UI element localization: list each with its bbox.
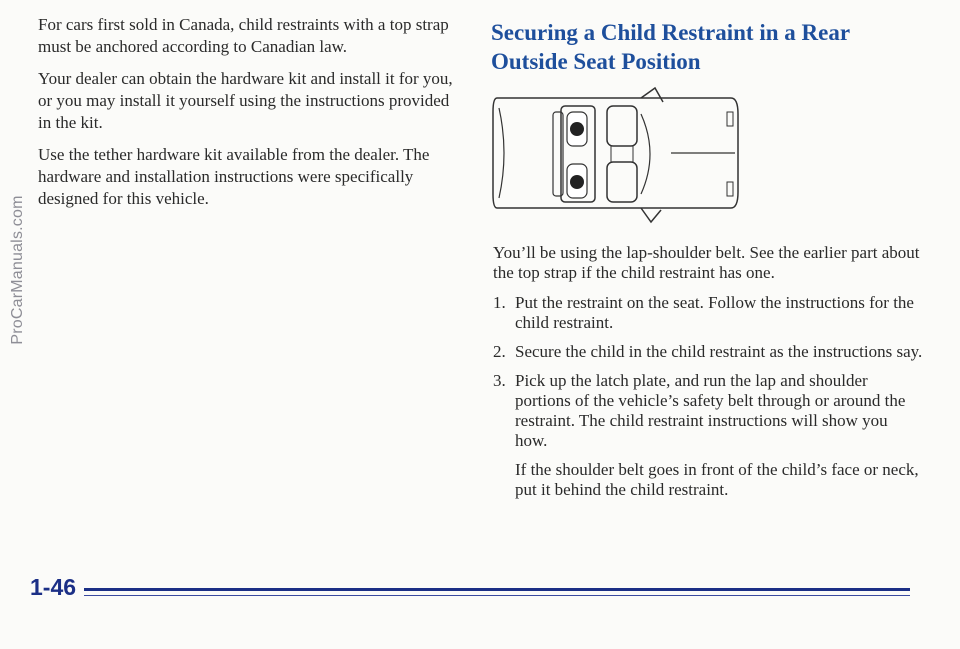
section-intro: You’ll be using the lap-shoulder belt. See the earlier part about the top strap if the child restraint has one.	[493, 243, 920, 282]
section-title: Securing a Child Restraint in a Rear Outside Seat Position	[491, 20, 850, 74]
page-footer	[30, 574, 910, 604]
step-item	[493, 371, 923, 451]
car-seat-diagram	[491, 84, 741, 224]
door-bottom	[641, 208, 661, 222]
step-text: Pick up the latch plate, and run the lap and shoulder portions of the vehicle’s safety belt through or around the restraint. The child restraint instructions will show you how.	[515, 371, 906, 450]
door-hinge-curve	[641, 114, 650, 194]
paragraph-dealer: Your dealer can obtain the hardware kit and install it for you, or you may install it yourself using the instructions provided in the kit.	[38, 69, 453, 132]
left-column	[38, 14, 458, 220]
mirror-bottom	[727, 182, 733, 196]
car-left-curve	[499, 108, 504, 198]
step-number: 2.	[493, 342, 506, 361]
step-note: If the shoulder belt goes in front of the child’s face or neck, put it behind the child restraint.	[515, 460, 919, 499]
step-number: 3.	[493, 371, 506, 390]
step-text: Secure the child in the child restraint as the instructions say.	[515, 342, 923, 361]
section-body	[493, 243, 923, 500]
page-number: 1-46	[30, 574, 77, 600]
step-number: 1.	[493, 293, 506, 312]
paragraph-canada: For cars first sold in Canada, child restraints with a top strap must be anchored according to Canadian law.	[38, 15, 449, 56]
steps-list	[493, 293, 923, 451]
section-heading-block	[491, 18, 921, 76]
step-item	[493, 342, 923, 362]
footer-rule-thin	[84, 595, 910, 596]
front-seat-left	[607, 106, 637, 146]
center-console	[611, 146, 633, 162]
watermark-text: ProCarManuals.com	[9, 195, 26, 345]
door-top	[641, 88, 663, 102]
watermark-sidebar	[6, 120, 30, 420]
front-seat-right	[607, 162, 637, 202]
step-text: Put the restraint on the seat. Follow the instructions for the child restraint.	[515, 293, 914, 332]
child-position-marker	[570, 122, 584, 136]
child-position-marker-2	[570, 175, 584, 189]
mirror-top	[727, 112, 733, 126]
paragraph-tether: Use the tether hardware kit available from the dealer. The hardware and installation instructions were specifically designed for this vehicle.	[38, 145, 430, 208]
step-item	[493, 293, 923, 333]
footer-rule-thick	[84, 588, 910, 591]
